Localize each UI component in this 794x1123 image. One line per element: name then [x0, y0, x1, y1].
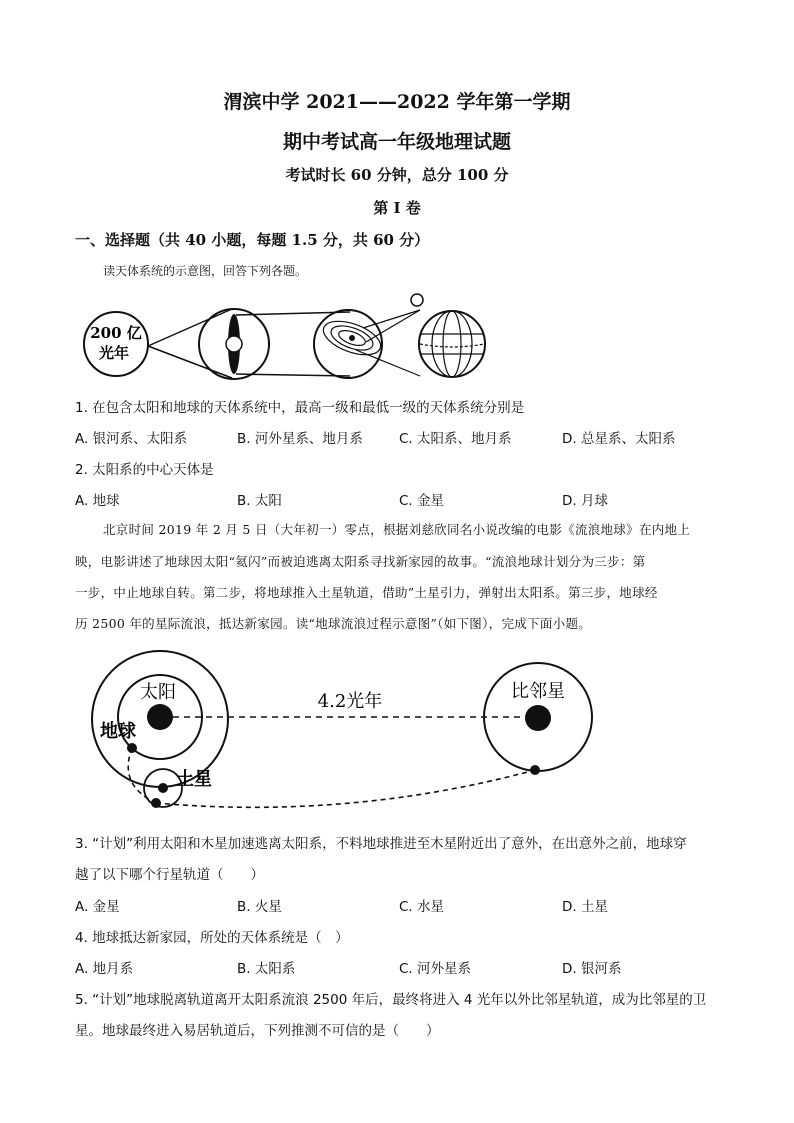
volume-label: 第 I 卷	[373, 199, 421, 217]
q4-option-a: A. 地月系	[75, 961, 134, 977]
figure1-label-line2: 光年	[98, 344, 130, 362]
q2-option-d: D. 月球	[562, 493, 608, 509]
q1-option-c: C. 太阳系、地月系	[399, 431, 512, 447]
question-2: 2. 太阳系的中心天体是	[75, 462, 214, 478]
q1-option-a: A. 银河系、太阳系	[75, 431, 188, 447]
question-3-line-2: 越了以下哪个行星轨道（ ）	[75, 867, 264, 883]
exam-title: 期中考试高一年级地理试题	[282, 131, 511, 153]
section-intro: 读天体系统的示意图，回答下列各题。	[103, 264, 308, 278]
earth-at-proxima-dot	[530, 765, 540, 775]
saturn-dot	[158, 783, 168, 793]
distance-label: 4.2光年	[317, 691, 383, 712]
q1-option-b: B. 河外星系、地月系	[237, 431, 363, 447]
sun-icon	[147, 704, 173, 730]
earth-label: 地球	[100, 721, 136, 742]
q4-option-c: C. 河外星系	[399, 961, 472, 977]
q1-option-d: D. 总星系、太阳系	[562, 431, 676, 447]
earth-globe-icon	[419, 311, 485, 377]
q4-option-d: D. 银河系	[562, 961, 622, 977]
passage-line-3: 一步，中止地球自转。第二步，将地球推入土星轨道，借助”土星引力，弹射出太阳系。第三步，地球经	[75, 585, 658, 600]
figure1-label-line1: 200 亿	[90, 324, 142, 342]
question-1: 1. 在包含太阳和地球的天体系统中，最高一级和最低一级的天体系统分别是	[75, 400, 525, 416]
passage-line-2: 映，电影讲述了地球因太阳“氦闪”而被迫逃离太阳系寻找新家园的故事。“流浪地球计划分为三步：第	[75, 554, 646, 569]
passage-line-1: 北京时间 2019 年 2 月 5 日（大年初一）零点，根据刘慈欣同名小说改编的电影《流浪地球》在内地上	[103, 522, 691, 537]
q4-option-b: B. 太阳系	[237, 961, 296, 977]
saturn-label: 土星	[176, 769, 212, 790]
proxima-icon	[525, 705, 551, 731]
proxima-label: 比邻星	[511, 681, 565, 702]
sun-label: 太阳	[140, 682, 176, 703]
school-title: 渭滨中学 2021——2022 学年第一学期	[223, 91, 571, 113]
q3-option-b: B. 火星	[237, 899, 282, 915]
section-heading: 一、选择题（共 40 小题，每题 1.5 分，共 60 分）	[75, 231, 430, 249]
q3-option-d: D. 土星	[562, 899, 608, 915]
exam-duration: 考试时长 60 分钟，总分 100 分	[285, 166, 509, 184]
question-3-line-1: 3. “计划”利用太阳和木星加速逃离太阳系，不料地球推进至木星附近出了意外，在出意外之前，地球穿	[75, 836, 687, 852]
q2-option-b: B. 太阳	[237, 493, 282, 509]
q3-option-a: A. 金星	[75, 899, 120, 915]
moon-icon	[411, 294, 423, 306]
question-4: 4. 地球抵达新家园，所处的天体系统是（ ）	[75, 930, 349, 946]
q2-option-c: C. 金星	[399, 493, 445, 509]
q2-option-a: A. 地球	[75, 493, 120, 509]
celestial-system-diagram	[80, 288, 500, 388]
q3-option-c: C. 水星	[399, 899, 445, 915]
passage-line-4: 历 2500 年的星际流浪，抵达新家园。读“地球流浪过程示意图”（如下图），完成下面小题。	[75, 616, 592, 631]
question-5-line-1: 5. “计划”地球脱离轨道离开太阳系流浪 2500 年后，最终将进入 4 光年以外比邻星轨道，成为比邻星的卫	[75, 992, 707, 1008]
question-5-line-2: 星。地球最终进入易居轨道后，下列推测不可信的是（ ）	[75, 1023, 440, 1039]
wandering-earth-diagram	[80, 645, 600, 825]
solar-system-circle	[314, 310, 382, 378]
